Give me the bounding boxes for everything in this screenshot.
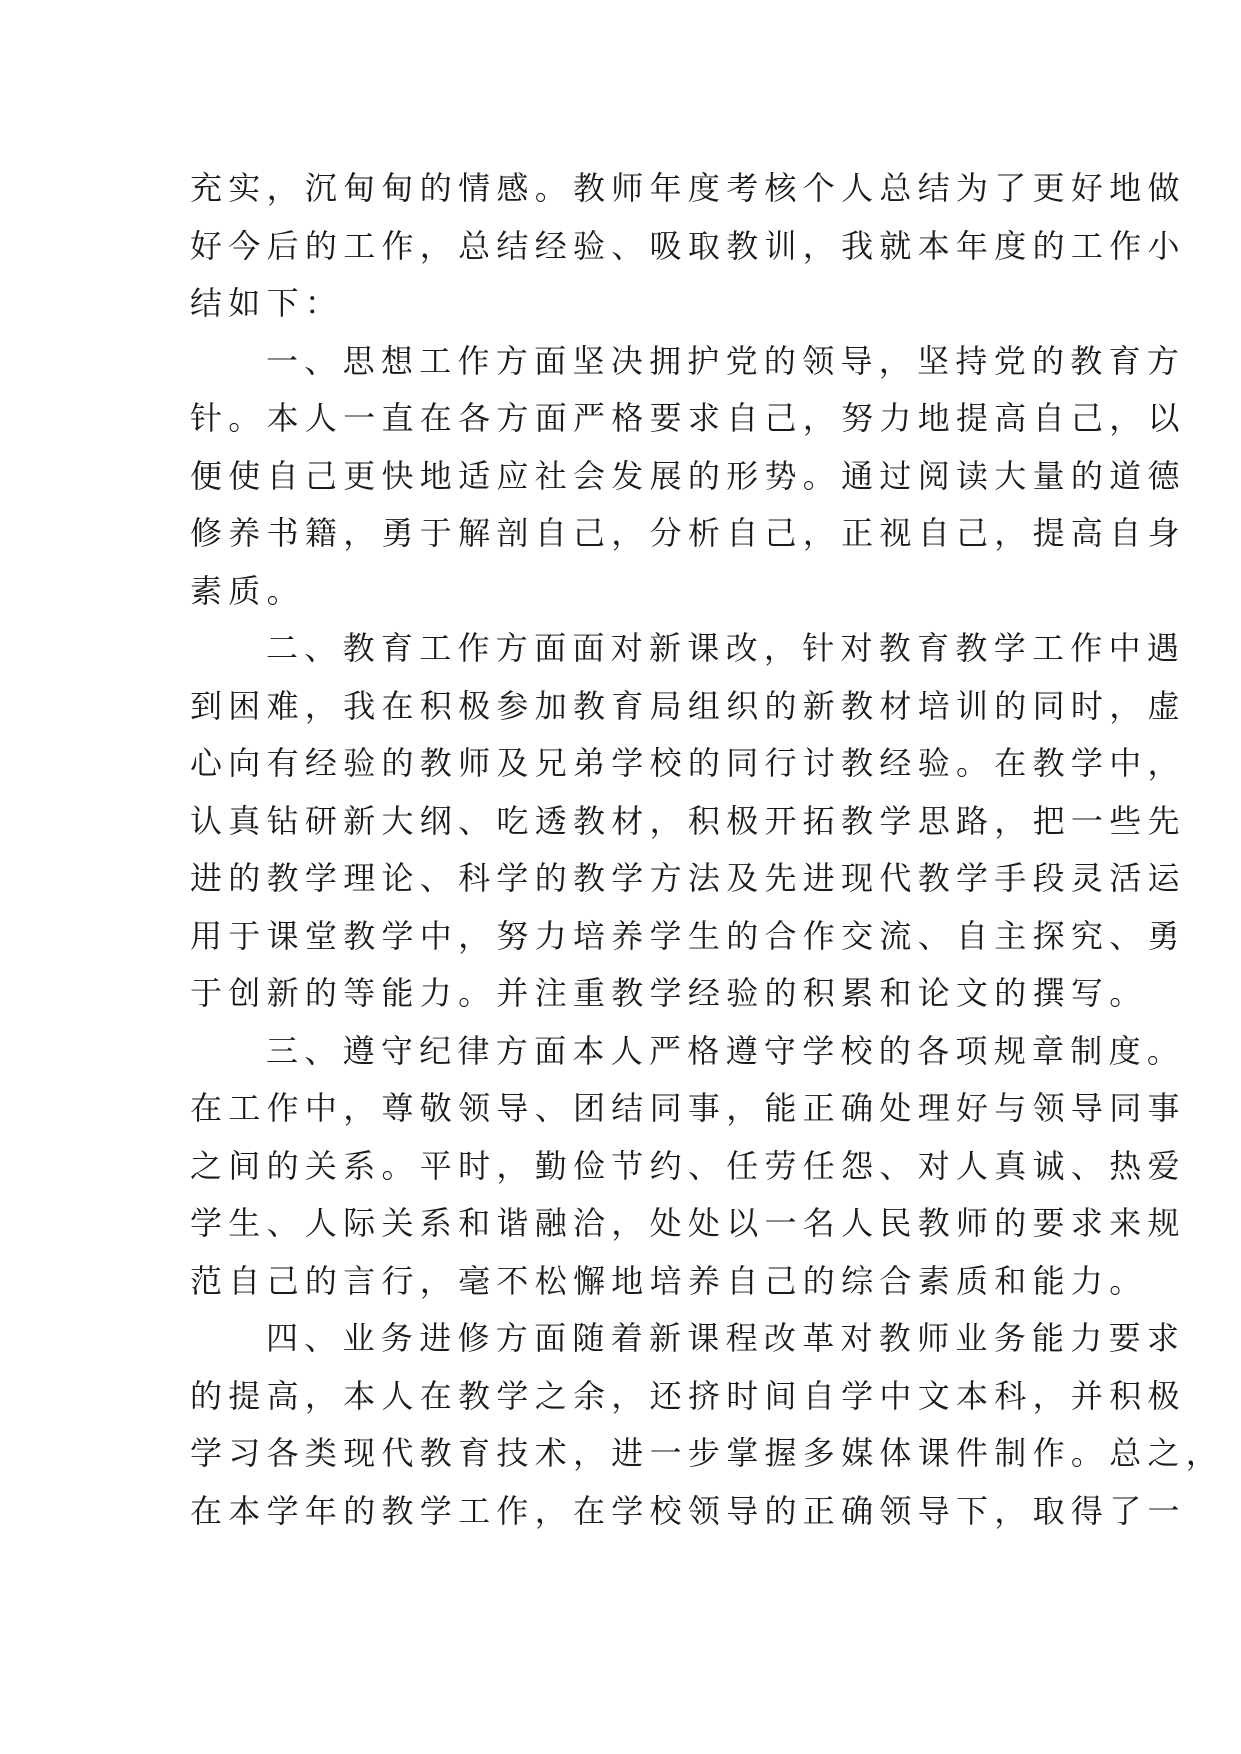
- text-line-14: 用于课堂教学中，努力培养学生的合作交流、自主探究、勇: [190, 916, 1186, 955]
- text-line-6: 便使自己更快地适应社会发展的形势。通过阅读大量的道德: [190, 456, 1186, 495]
- text-line-18: 之间的关系。平时，勤俭节约、任劳任怨、对人真诚、热爱: [190, 1146, 1186, 1185]
- text-line-15: 于创新的等能力。并注重教学经验的积累和论文的撰写。: [190, 974, 1148, 1012]
- document-body: [190, 160, 1225, 1540]
- text-line-3: 结如下：: [190, 284, 344, 322]
- text-line-11: 心向有经验的教师及兄弟学校的同行讨教经验。在教学中，: [190, 744, 1186, 782]
- text-line-10: 到困难，我在积极参加教育局组织的新教材培训的同时，虚: [190, 686, 1186, 725]
- text-line-20: 范自己的言行，毫不松懈地培养自己的综合素质和能力。: [190, 1261, 1148, 1300]
- text-line-22: 的提高，本人在教学之余，还挤时间自学中文本科，并积极: [190, 1376, 1186, 1415]
- section-three-heading-line: 三、遵守纪律方面本人严格遵守学校的各项规章制度。: [266, 1031, 1186, 1070]
- text-line-2: 好今后的工作，总结经验、吸取教训，我就本年度的工作小: [190, 226, 1186, 265]
- section-two-heading-line: 二、教育工作方面面对新课改，针对教育教学工作中遇: [266, 629, 1186, 667]
- section-four-heading-line: 四、业务进修方面随着新课程改革对教师业务能力要求: [266, 1319, 1186, 1357]
- text-line-13: 进的教学理论、科学的教学方法及先进现代教学手段灵活运: [190, 859, 1186, 897]
- section-one-heading-line: 一、思想工作方面坚决拥护党的领导，坚持党的教育方: [266, 341, 1186, 380]
- text-line-19: 学生、人际关系和谐融洽，处处以一名人民教师的要求来规: [190, 1204, 1186, 1242]
- text-line-7: 修养书籍，勇于解剖自己，分析自己，正视自己，提高自身: [190, 514, 1186, 552]
- text-line-8: 素质。: [190, 571, 305, 610]
- text-line-1: 充实，沉甸甸的情感。教师年度考核个人总结为了更好地做: [190, 169, 1186, 207]
- text-line-23: 学习各类现代教育技术，进一步掌握多媒体课件制作。总之，: [190, 1434, 1225, 1472]
- text-line-12: 认真钻研新大纲、吃透教材，积极开拓教学思路，把一些先: [190, 801, 1186, 840]
- text-line-17: 在工作中，尊敬领导、团结同事，能正确处理好与领导同事: [190, 1089, 1186, 1127]
- text-line-24: 在本学年的教学工作，在学校领导的正确领导下，取得了一: [190, 1491, 1186, 1530]
- text-line-5: 针。本人一直在各方面严格要求自己，努力地提高自己，以: [190, 399, 1186, 437]
